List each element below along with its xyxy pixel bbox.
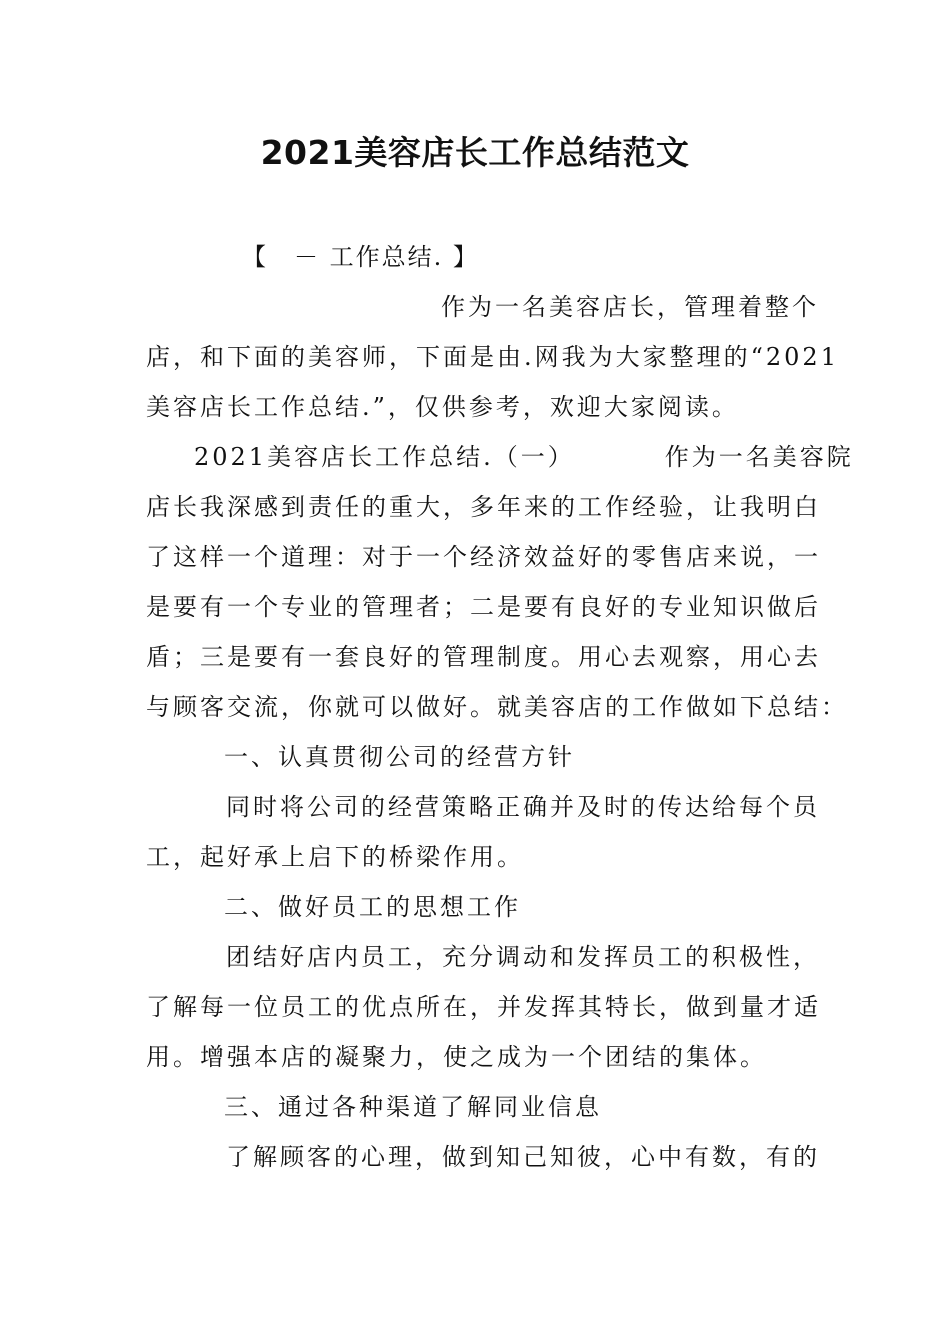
intro-line-2: 店，和下面的美容师，下面是由.网我为大家整理的“2021	[146, 343, 839, 371]
section-one-line-3: 了这样一个道理：对于一个经济效益好的零售店来说，一	[146, 543, 821, 571]
point-one-line-2: 工，起好承上启下的桥梁作用。	[146, 843, 524, 871]
point-two-line-3: 用。增强本店的凝聚力，使之成为一个团结的集体。	[146, 1043, 767, 1071]
point-three-heading: 三、通过各种渠道了解同业信息	[224, 1093, 602, 1121]
section-one-line-1-tail: 作为一名美容院	[664, 443, 854, 471]
point-two-line-1: 团结好店内员工，充分调动和发挥员工的积极性，	[226, 943, 820, 971]
category-tag: 【 － 工作总结. 】	[242, 243, 479, 271]
point-two-heading: 二、做好员工的思想工作	[224, 893, 521, 921]
point-one-line-1: 同时将公司的经营策略正确并及时的传达给每个员	[226, 793, 820, 821]
document-title: 2021美容店长工作总结范文	[260, 133, 690, 172]
point-three-line-1: 了解顾客的心理，做到知己知彼，心中有数，有的	[226, 1143, 820, 1171]
section-one-line-6: 与顾客交流，你就可以做好。就美容店的工作做如下总结：	[146, 693, 848, 721]
point-one-heading: 一、认真贯彻公司的经营方针	[224, 743, 575, 771]
section-one-line-4: 是要有一个专业的管理者；二是要有良好的专业知识做后	[146, 593, 821, 621]
section-one-first-line	[146, 432, 854, 482]
point-two-line-2: 了解每一位员工的优点所在，并发挥其特长，做到量才适	[146, 993, 821, 1021]
section-one-heading: 2021美容店长工作总结.（一）	[194, 443, 575, 471]
section-one-line-5: 盾；三是要有一套良好的管理制度。用心去观察，用心去	[146, 643, 821, 671]
section-one-line-2: 店长我深感到责任的重大，多年来的工作经验，让我明白	[146, 493, 821, 521]
intro-line-3: 美容店长工作总结.”，仅供参考，欢迎大家阅读。	[146, 393, 739, 421]
intro-line-1: 作为一名美容店长，管理着整个	[441, 293, 819, 321]
